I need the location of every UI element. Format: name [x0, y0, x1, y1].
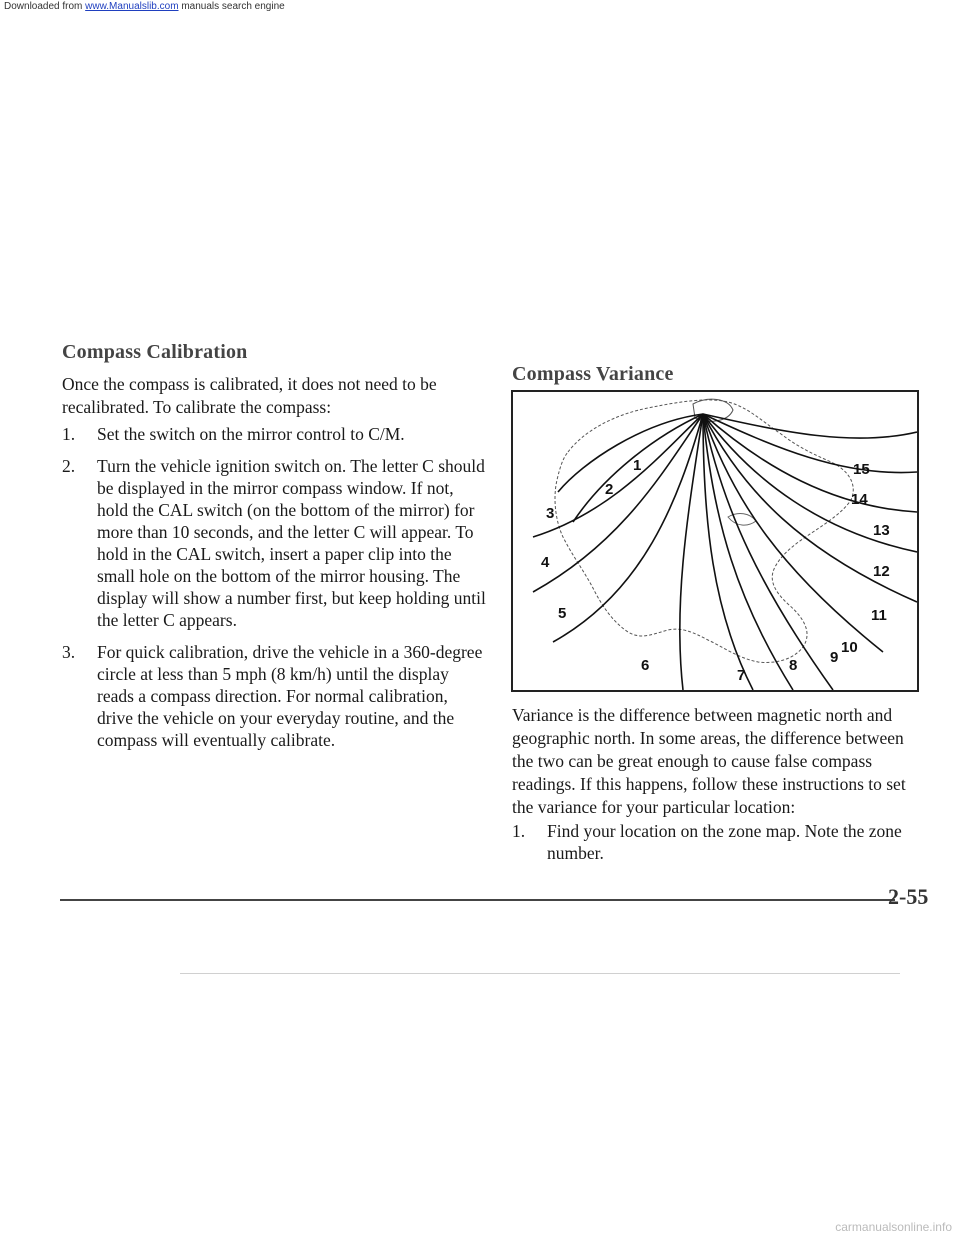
zone-label: 7	[737, 667, 746, 684]
zone-label: 3	[546, 505, 555, 522]
watermark-footer: carmanualsonline.info	[835, 1220, 952, 1234]
step-text: Find your location on the zone map. Note the zone number.	[547, 821, 902, 863]
zone-label: 13	[873, 522, 890, 539]
zone-label: 10	[841, 639, 858, 656]
zone-label: 6	[641, 657, 650, 674]
compass-zone-map	[511, 390, 919, 692]
calibration-step	[62, 455, 487, 631]
manualslib-link[interactable]: www.Manualslib.com	[85, 1, 179, 12]
banner-prefix: Downloaded from	[4, 1, 83, 12]
page-divider	[60, 899, 895, 901]
continent-outline	[555, 400, 853, 663]
download-banner	[0, 0, 960, 14]
step-number: 2.	[62, 456, 76, 476]
zone-label: 5	[558, 605, 567, 622]
variance-steps	[512, 820, 912, 874]
calibration-step	[62, 423, 487, 445]
variance-step	[512, 820, 912, 864]
zone-label: 4	[541, 554, 550, 571]
step-text: Set the switch on the mirror control to C/M.	[97, 424, 405, 444]
page-number: 2-55	[888, 884, 929, 909]
zone-map-graphic	[513, 392, 917, 690]
variance-paragraph: Variance is the difference between magnetic north and geographic north. In some areas, the difference between the two can be great enough to cause false compass readings. If this happens, follow these instructions to set the variance for your particular location:	[512, 705, 906, 817]
step-text: Turn the vehicle ignition switch on. The letter C should be displayed in the mirror compass window. If not, hold the CAL switch (on the bottom of the mirror) for more than 10 seconds, and the letter C will appear. To hold in the CAL switch, insert a paper clip into the small hole on the bottom of the mirror housing. The display will show a number first, but keep holding until the letter C appears.	[97, 456, 486, 630]
faint-divider	[180, 973, 900, 974]
step-number: 1.	[512, 821, 526, 841]
calibration-intro: Once the compass is calibrated, it does not need to be recalibrated. To calibrate the compass:	[62, 374, 437, 417]
calibration-heading: Compass Calibration	[62, 341, 248, 363]
zone-label: 8	[789, 657, 798, 674]
calibration-steps	[62, 423, 487, 761]
banner-suffix: manuals search engine	[181, 1, 285, 12]
step-number: 1.	[62, 424, 76, 444]
zone-label: 11	[871, 607, 887, 624]
variance-heading: Compass Variance	[512, 363, 674, 385]
zone-label: 15	[853, 461, 870, 478]
step-text: For quick calibration, drive the vehicle in a 360-degree circle at less than 5 mph (8 km/h) until the display reads a compass direction. For normal calibration, drive the vehicle on your everyday routine, and the compass will eventually calibrate.	[97, 642, 483, 750]
zone-label: 9	[830, 649, 839, 666]
zone-label: 1	[633, 457, 642, 474]
zone-label: 14	[851, 491, 868, 508]
zone-label: 12	[873, 563, 890, 580]
zone-label: 2	[605, 481, 614, 498]
step-number: 3.	[62, 642, 76, 662]
calibration-step	[62, 641, 487, 751]
